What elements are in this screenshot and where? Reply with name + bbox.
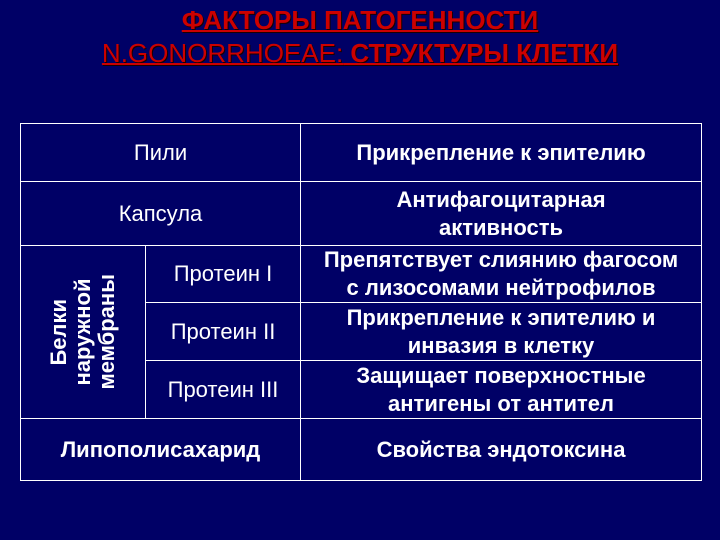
factor-cell-pili: Пили <box>21 124 301 182</box>
protein-name-cell: Протеин II <box>146 303 301 361</box>
protein-effect-cell: Препятствует слиянию фагосом с лизосомами нейтрофилов <box>301 246 702 303</box>
title-line-1: ФАКТОРЫ ПАТОГЕННОСТИ <box>181 5 539 35</box>
outer-membrane-proteins-cell <box>21 246 146 419</box>
effect-cell-pili: Прикрепление к эпителию <box>301 124 702 182</box>
effect-cell-lps: Свойства эндотоксина <box>301 419 702 481</box>
protein-name-cell: Протеин I <box>146 246 301 303</box>
table-row <box>21 124 702 182</box>
outer-membrane-proteins-label: Белки наружной мембраны <box>46 274 119 390</box>
table-row <box>21 246 702 303</box>
protein-effect-cell: Прикрепление к эпителию и инвазия в клетку <box>301 303 702 361</box>
title-line-2 <box>0 37 720 70</box>
slide-title <box>0 4 720 70</box>
protein-effect-cell: Защищает поверхностные антигены от антител <box>301 361 702 419</box>
table-row <box>21 182 702 246</box>
effect-cell-capsule: Антифагоцитарная активность <box>301 182 702 246</box>
title-structures: СТРУКТУРЫ КЛЕТКИ <box>343 38 619 68</box>
pathogenicity-factors-table <box>20 123 702 481</box>
table-row <box>21 419 702 481</box>
factor-cell-lps: Липополисахарид <box>21 419 301 481</box>
title-organism: N.GONORRHOEAE: <box>101 38 344 68</box>
protein-name-cell: Протеин III <box>146 361 301 419</box>
factor-cell-capsule: Капсула <box>21 182 301 246</box>
